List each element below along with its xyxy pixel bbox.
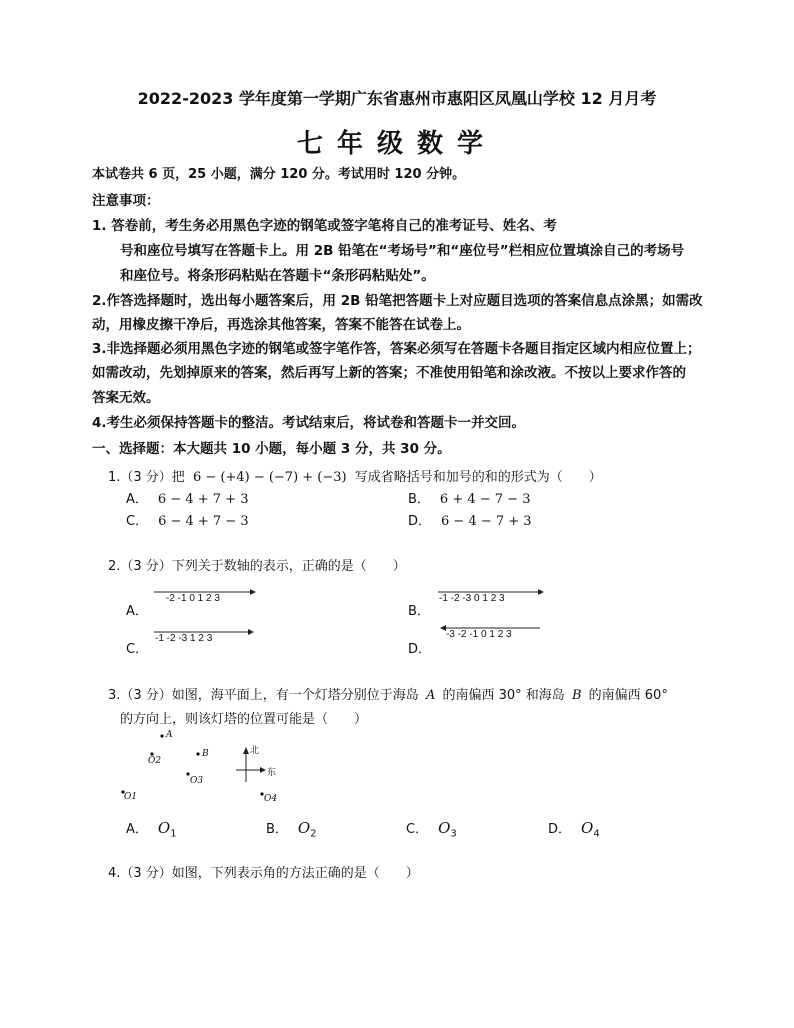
- option-letter: A．: [126, 822, 148, 837]
- q3-var-a: A: [425, 688, 436, 703]
- option-letter: D．: [548, 822, 572, 837]
- q3-stem-part-a: 3.（3 分）如图，海平面上，有一个灯塔分别位于海岛: [108, 688, 419, 703]
- q2-d-tick-labels: -3 -2 -1 0 1 2 3: [446, 629, 512, 640]
- north-label: 北: [250, 746, 260, 756]
- question-3-stem-line2: 的方向上，则该灯塔的位置可能是（ ）: [120, 712, 368, 727]
- label-a: A: [166, 730, 173, 740]
- question-2-stem: 2.（3 分）下列关于数轴的表示，正确的是（ ）: [108, 559, 406, 574]
- label-b: B: [202, 749, 209, 759]
- q2-b-tick-labels: -1 -2 -3 0 1 2 3: [439, 593, 505, 604]
- option-letter: A．: [126, 492, 148, 507]
- option-text: 6 + 4 − 7 − 3: [439, 492, 531, 507]
- question-3-stem-line1: [108, 684, 668, 703]
- north-arrow-icon: [243, 747, 249, 754]
- label-o2: O2: [148, 756, 162, 766]
- q2-option-b-numberline[interactable]: [436, 586, 544, 610]
- option-var: O: [297, 819, 311, 837]
- note-line-7: 如需改动，先划掉原来的答案，然后再写上新的答案；不准使用铅笔和涂改液。不按以上要求作答的: [92, 365, 686, 381]
- option-letter: B．: [266, 822, 288, 837]
- point-a-dot: [160, 734, 163, 737]
- q2-option-c-numberline[interactable]: [152, 626, 254, 650]
- q3-option-c[interactable]: [406, 818, 457, 840]
- q2-option-d-numberline[interactable]: [440, 622, 542, 646]
- exam-title: 2022-2023 学年度第一学期广东省惠州市惠阳区凤凰山学校 12 月月考: [137, 89, 657, 108]
- option-letter: C．: [406, 822, 429, 837]
- option-sub: 2: [310, 828, 317, 840]
- section-heading: 一、选择题：本大题共 10 小题，每小题 3 分，共 30 分。: [92, 441, 451, 457]
- q2-option-b-letter[interactable]: B．: [408, 604, 430, 619]
- option-sub: 4: [593, 828, 600, 840]
- q2-option-c-letter[interactable]: C．: [126, 642, 149, 657]
- label-o4: O4: [264, 794, 278, 804]
- note-line-9: 4.考生必须保持答题卡的整洁。考试结束后，将试卷和答题卡一并交回。: [92, 415, 526, 431]
- note-line-8: 答案无效。: [92, 390, 160, 406]
- option-letter: D．: [408, 514, 432, 529]
- q3-stem-part-b: 的南偏西 30° 和海岛: [442, 688, 565, 703]
- q2-option-a-numberline[interactable]: [152, 586, 256, 610]
- q2-option-d-letter[interactable]: D．: [408, 642, 432, 657]
- q1-option-a[interactable]: [126, 488, 248, 507]
- q2-option-a-letter[interactable]: A．: [126, 604, 148, 619]
- q1-option-d[interactable]: [408, 510, 532, 529]
- q1-option-c[interactable]: [126, 510, 249, 529]
- q1-stem-pre: 1.（3 分）把: [108, 470, 185, 485]
- q1-option-b[interactable]: [408, 488, 530, 507]
- q3-option-d[interactable]: [548, 818, 600, 840]
- q3-figure: [110, 730, 290, 810]
- q3-stem-part-c: 的南偏西 60°: [588, 688, 668, 703]
- q2-a-tick-labels: -2 -1 0 1 2 3: [166, 593, 220, 604]
- option-var: O: [157, 819, 171, 837]
- option-sub: 3: [450, 828, 457, 840]
- option-letter: C．: [126, 514, 149, 529]
- notes-title: 注意事项：: [92, 193, 160, 209]
- q1-expression: 6 − (+4) − (−7) + (−3): [192, 470, 347, 485]
- subject-title: 七年级数学: [296, 129, 497, 159]
- option-text: 6 − 4 − 7 + 3: [441, 514, 532, 529]
- option-text: 6 − 4 + 7 + 3: [157, 492, 249, 507]
- intro-text: 本试卷共 6 页，25 小题，满分 120 分。考试用时 120 分钟。: [92, 167, 466, 182]
- point-b-dot: [196, 752, 199, 755]
- q3-var-b: B: [571, 688, 582, 703]
- east-label: 东: [267, 768, 277, 778]
- east-arrow-icon: [260, 767, 266, 773]
- question-1-stem: [108, 466, 602, 485]
- label-o3: O3: [190, 776, 204, 786]
- label-o1: O1: [124, 792, 138, 802]
- q3-option-a[interactable]: [126, 818, 177, 840]
- option-text: 6 − 4 + 7 − 3: [158, 514, 249, 529]
- note-line-4: 2.作答选择题时，选出每小题答案后，用 2B 铅笔把答题卡上对应题目选项的答案信息点涂黑；如需改: [92, 293, 703, 309]
- note-line-6: 3.非选择题必须用黑色字迹的钢笔或签字笔作答，答案必须写在答题卡各题目指定区域内相应位置上；: [92, 341, 701, 357]
- note-line-1: 1. 答卷前，考生务必用黑色字迹的钢笔或签字笔将自己的准考证号、姓名、考: [92, 218, 557, 234]
- q1-stem-post: 写成省略括号和加号的和的形式为（ ）: [354, 470, 602, 485]
- option-sub: 1: [170, 828, 177, 840]
- q2-c-tick-labels: -1 -2 -3 1 2 3: [155, 633, 213, 644]
- option-letter: B．: [408, 492, 430, 507]
- note-line-3: 和座位号。将条形码粘贴在答题卡“条形码粘贴处”。: [120, 268, 435, 284]
- q3-option-b[interactable]: [266, 818, 317, 840]
- question-4-stem: 4.（3 分）如图，下列表示角的方法正确的是（ ）: [108, 866, 419, 881]
- option-var: O: [438, 819, 451, 837]
- note-line-5: 动，用橡皮擦干净后，再选涂其他答案，答案不能答在试卷上。: [92, 317, 470, 333]
- note-line-2: 号和座位号填写在答题卡上。用 2B 铅笔在“考场号”和“座位号”栏相应位置填涂自己的考场号: [120, 243, 685, 259]
- option-var: O: [581, 819, 594, 837]
